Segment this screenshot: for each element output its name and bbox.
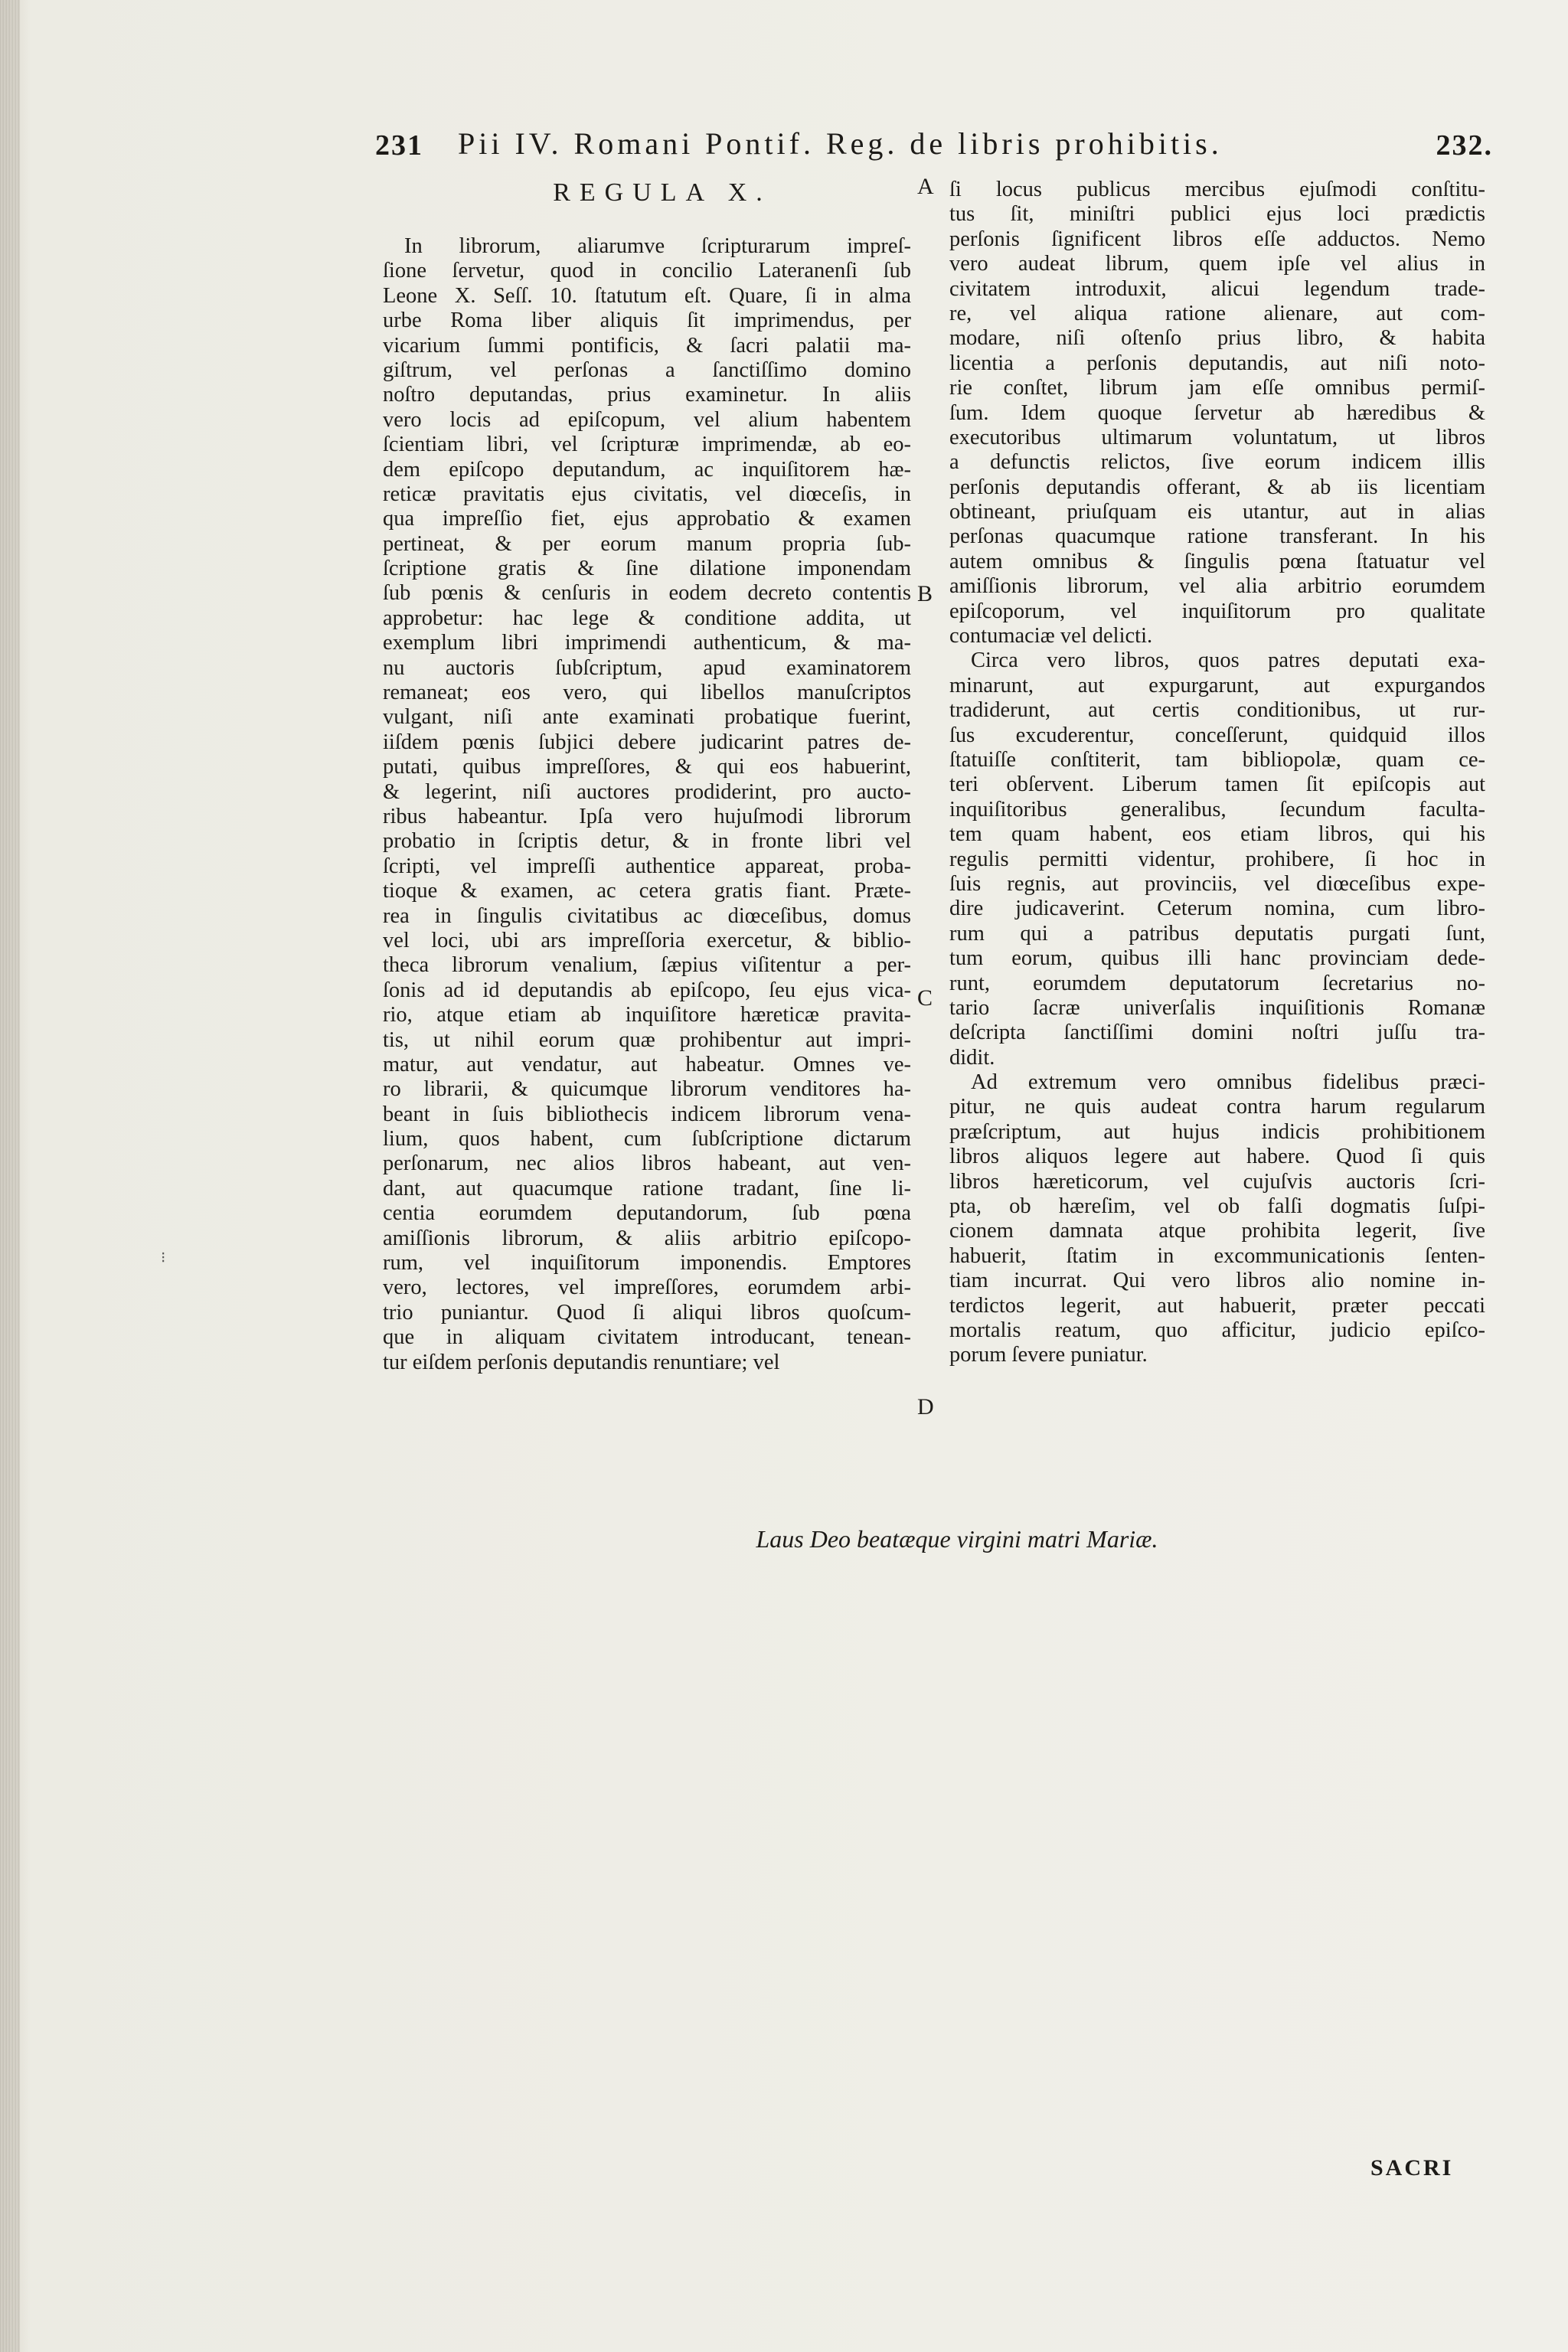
section-heading: REGULA X. xyxy=(553,178,772,207)
right-line: Circa vero libros, quos patres deputati exa- xyxy=(971,648,1485,673)
left-line: exemplum libri imprimendi authenticum, & ma- xyxy=(383,631,911,655)
margin-letter-a: A xyxy=(917,174,934,199)
right-line: minarunt, aut expurgarunt, aut expurgandos xyxy=(949,673,1485,697)
left-line: vero, lectores, vel impreſſores, eorumdem arbi- xyxy=(383,1276,911,1300)
right-line: ſi locus publicus mercibus ejuſmodi conſtitu- xyxy=(949,178,1485,201)
left-line: ribus habeantur. Ipſa vero hujuſmodi librorum xyxy=(383,804,911,828)
right-line: ſum. Idem quoque ſervetur ab hæredibus & xyxy=(949,400,1485,425)
left-line: In librorum, aliarumve ſcripturarum impreſ- xyxy=(404,234,911,258)
right-line: contumaciæ vel delicti. xyxy=(949,624,1153,648)
left-line: vicarium ſummi pontificis, & ſacri palatii ma- xyxy=(383,333,911,358)
left-line: noſtro deputandas, prius examinetur. In aliis xyxy=(383,383,911,407)
left-column-lines xyxy=(383,234,911,1375)
left-line: vulgant, niſi ante examinati probatique fuerint, xyxy=(383,705,911,730)
right-line: libros hæreticorum, vel cujuſvis auctoris ſcri- xyxy=(949,1169,1485,1194)
left-line: matur, aut vendatur, aut habeatur. Omnes ve- xyxy=(383,1052,911,1076)
right-line: autem omnibus & ſingulis pœna ſtatuatur vel xyxy=(949,549,1485,573)
margin-letter-b: B xyxy=(917,581,933,606)
left-line: vero locis ad epiſcopum, vel alium habentem xyxy=(383,407,911,432)
left-line: dant, aut quacumque ratione tradant, ſine li- xyxy=(383,1176,911,1200)
left-line: tur eiſdem perſonis deputandis renuntiare; vel xyxy=(383,1350,780,1374)
left-line: probatio in ſcriptis detur, & in fronte libri vel xyxy=(383,829,911,854)
left-line: rio, atque etiam ab inquiſitore hæreticæ pravita- xyxy=(383,1003,911,1027)
right-line: didit. xyxy=(949,1045,995,1070)
right-line: pta, ob hæreſim, vel ob falſi dogmatis ſuſpi- xyxy=(949,1194,1485,1219)
right-line: modare, niſi oſtenſo prius libro, & habita xyxy=(949,326,1485,351)
left-line: reticæ pravitatis ejus civitatis, vel diœceſis, in xyxy=(383,482,911,506)
right-line: mortalis reatum, quo afficitur, judicio epiſco- xyxy=(949,1318,1485,1342)
right-column-lines xyxy=(949,178,1485,1368)
left-line: remaneat; eos vero, qui libellos manuſcriptos xyxy=(383,681,911,705)
left-line: que in aliquam civitatem introducant, tenean- xyxy=(383,1325,911,1350)
left-line: pertineat, & per eorum manum propria ſub- xyxy=(383,531,911,556)
right-line: porum ſevere puniatur. xyxy=(949,1343,1148,1367)
right-line: ſuis regnis, aut provinciis, vel diœceſibus expe- xyxy=(949,871,1485,896)
left-line: & legerint, niſi auctores prodiderint, pro aucto- xyxy=(383,779,911,804)
right-line: rie conſtet, librum jam eſſe omnibus permiſ- xyxy=(949,376,1485,400)
left-line: ſcriptione gratis & ſine dilatione imponendam xyxy=(383,557,911,581)
left-line: theca librorum venalium, ſæpius viſitentur a per- xyxy=(383,953,911,978)
left-line: urbe Roma liber aliquis ſit imprimendus, per xyxy=(383,309,911,333)
right-line: runt, eorumdem deputatorum ſecretarius no- xyxy=(949,971,1485,995)
left-line: qua impreſſio fiet, ejus approbatio & examen xyxy=(383,507,911,531)
left-line: giſtrum, vel perſonas a ſanctiſſimo domino xyxy=(383,358,911,382)
left-line: amiſſionis librorum, & aliis arbitrio epiſcopo- xyxy=(383,1226,911,1250)
left-line: iiſdem pœnis ſubjici debere judicarint patres de- xyxy=(383,730,911,754)
right-line: tus ſit, miniſtri publici ejus loci prædictis xyxy=(949,202,1485,227)
right-line: tradiderunt, aut certis conditionibus, ut rur- xyxy=(949,698,1485,723)
left-line: ſcientiam libri, vel ſcripturæ imprimendæ, ab eo- xyxy=(383,433,911,457)
left-line: centia eorumdem deputandorum, ſub pœna xyxy=(383,1201,911,1226)
right-line: epiſcoporum, vel inquiſitorum pro qualitate xyxy=(949,599,1485,623)
left-line: approbetur: hac lege & conditione addita, ut xyxy=(383,606,911,630)
right-line: executoribus ultimarum voluntatum, ut libros xyxy=(949,425,1485,449)
left-line: ſcripti, vel impreſſi authentice appareat, proba- xyxy=(383,854,911,878)
right-line: tiam incurrat. Qui vero libros alio nomine in- xyxy=(949,1269,1485,1293)
right-line: cionem damnata atque prohibita legerit, ſive xyxy=(949,1219,1485,1243)
right-line: perſonis deputandis offerant, & ab iis licentiam xyxy=(949,475,1485,499)
left-line: Leone X. Seſſ. 10. ſtatutum eſt. Quare, ſi in alma xyxy=(383,283,911,308)
margin-letter-c: C xyxy=(917,985,933,1011)
right-line: tario ſacræ univerſalis inquiſitionis Romanæ xyxy=(949,995,1485,1020)
right-line: perſonis ſignificent libros eſſe adductos. Nemo xyxy=(949,227,1485,251)
right-page-number: 232. xyxy=(1436,129,1493,162)
left-line: trio puniantur. Quod ſi aliqui libros quoſcum- xyxy=(383,1300,911,1325)
left-line: nu auctoris ſubſcriptum, apud examinatorem xyxy=(383,655,911,680)
right-line: re, vel aliqua ratione alienare, aut com- xyxy=(949,301,1485,325)
page-stack-edge xyxy=(0,0,20,2352)
left-line: rum, vel inquiſitorum imponendis. Emptores xyxy=(383,1251,911,1276)
right-line: libros aliquos legere aut habere. Quod ſi quis xyxy=(949,1145,1485,1169)
right-line: regulis permitti videntur, prohibere, ſi hoc in xyxy=(949,847,1485,871)
left-line: vel loci, ubi ars impreſſoria exercetur, & biblio- xyxy=(383,928,911,952)
right-line: dire judicaverint. Ceterum nomina, cum libro- xyxy=(949,897,1485,921)
running-title: Pii IV. Romani Pontif. Reg. de libris prohibitis. xyxy=(458,126,1223,161)
right-line: ſus excuderentur, conceſſerunt, quidquid illos xyxy=(949,723,1485,747)
right-line: rum qui a patribus deputatis purgati ſunt, xyxy=(949,921,1485,946)
right-line: obtineant, priuſquam eis utantur, aut in alias xyxy=(949,500,1485,524)
left-line: putati, quibus impreſſores, & qui eos habuerint, xyxy=(383,755,911,779)
right-line: deſcripta ſanctiſſimi domini noſtri juſſu tra- xyxy=(949,1021,1485,1045)
right-line: terdictos legerit, aut habuerit, præter peccati xyxy=(949,1293,1485,1318)
colophon: Laus Deo beatæque virgini matri Mariæ. xyxy=(756,1525,1158,1553)
left-line: lium, quos habent, cum ſubſcriptione dictarum xyxy=(383,1127,911,1152)
left-text-column xyxy=(383,178,911,1375)
right-line: civitatem introduxit, alicui legendum trade- xyxy=(949,276,1485,301)
catchword: SACRI xyxy=(1370,2155,1454,2180)
left-line: rea in ſingulis civitatibus ac diœceſibus, domus xyxy=(383,903,911,928)
right-line: pitur, ne quis audeat contra harum regularum xyxy=(949,1095,1485,1119)
right-line: vero audeat librum, quem ipſe vel alius in xyxy=(949,252,1485,276)
left-line: beant in ſuis bibliothecis indicem librorum vena- xyxy=(383,1102,911,1126)
left-line: tis, ut nihil eorum quæ prohibentur aut impri- xyxy=(383,1027,911,1052)
left-line: tioque & examen, ac cetera gratis fiant. Præte- xyxy=(383,879,911,903)
right-line: ſtatuiſſe conſtiterit, tam bibliopolæ, quam ce- xyxy=(949,747,1485,772)
left-page-number: 231 xyxy=(375,129,423,162)
left-line: dem epiſcopo deputandum, ac inquiſitorem hæ- xyxy=(383,457,911,482)
right-line: a defunctis relictos, ſive eorum indicem illis xyxy=(949,450,1485,475)
running-head xyxy=(375,122,1493,168)
left-line: ſione ſervetur, quod in concilio Lateranenſi ſub xyxy=(383,259,911,283)
left-line: ro librarii, & quicumque librorum venditores ha- xyxy=(383,1077,911,1102)
margin-letter-d: D xyxy=(917,1394,934,1419)
right-line: amiſſionis librorum, vel alia arbitrio eorumdem xyxy=(949,574,1485,599)
left-line: ſonis ad id deputandis ab epiſcopo, ſeu ejus vica- xyxy=(383,978,911,1002)
right-line: præſcriptum, aut hujus indicis prohibitionem xyxy=(949,1119,1485,1144)
right-line: tum eorum, quibus illi hanc provinciam dede- xyxy=(949,946,1485,971)
left-line: ſub pœnis & cenſuris in eodem decreto contentis xyxy=(383,581,911,606)
paper-speck: ⁝ xyxy=(161,1248,166,1266)
right-line: Ad extremum vero omnibus fidelibus præci- xyxy=(971,1070,1485,1095)
right-line: tem quam habent, eos etiam libros, qui his xyxy=(949,822,1485,847)
right-line: inquiſitoribus generalibus, ſecundum faculta- xyxy=(949,797,1485,822)
right-line: licentia a perſonis deputandis, aut niſi noto- xyxy=(949,351,1485,375)
left-line: perſonarum, nec alios libros habeant, aut ven- xyxy=(383,1152,911,1176)
right-line: habuerit, ſtatim in excommunicationis ſenten- xyxy=(949,1243,1485,1268)
right-line: perſonas quacumque ratione transferant. In his xyxy=(949,524,1485,549)
right-line: teri obſervent. Liberum tamen ſit epiſcopis aut xyxy=(949,773,1485,797)
right-text-column xyxy=(949,178,1485,1368)
